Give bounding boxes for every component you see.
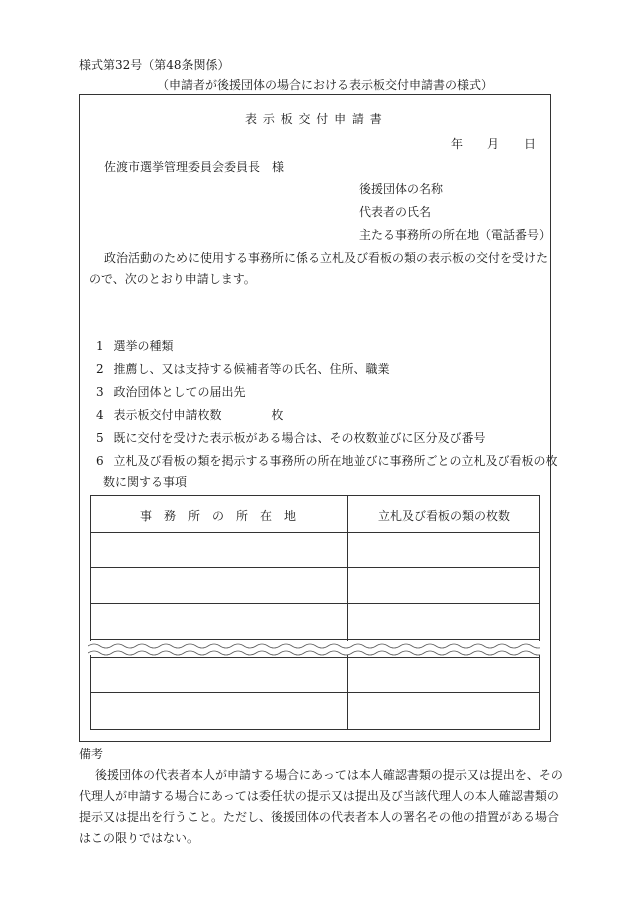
table-column-divider [347, 495, 348, 730]
table-border-bottom [90, 729, 540, 730]
form-title: 表 示 板 交 付 申 請 書 [245, 112, 383, 126]
item-1 [96, 337, 173, 354]
item-text: 選挙の種類 [113, 339, 174, 353]
item-number: 4 [96, 408, 104, 422]
office-address-label: 主たる事務所の所在地（電話番号） [359, 228, 552, 242]
item-4 [96, 406, 283, 423]
item-text: 立札及び看板の類を掲示する事務所の所在地並びに事務所ごとの立札及び看板の枚 [113, 454, 558, 468]
item-5 [96, 429, 485, 446]
table-break-mark [88, 641, 540, 655]
item-6-continuation: 数に関する事項 [103, 475, 188, 489]
item-suffix: 枚 [271, 408, 284, 422]
item-number: 2 [96, 362, 104, 376]
table-row-divider [90, 692, 540, 693]
form-subtitle: （申請者が後援団体の場合における表示板交付申請書の様式） [157, 78, 494, 92]
rep-name-label: 代表者の氏名 [359, 205, 432, 219]
item-number: 5 [96, 431, 104, 445]
item-2 [96, 360, 389, 377]
item-text: 推薦し、又は支持する候補者等の氏名、住所、職業 [113, 362, 390, 376]
wavy-line-icon [88, 642, 540, 656]
addressee: 佐渡市選挙管理委員会委員長 様 [104, 160, 285, 174]
item-number: 6 [96, 454, 104, 468]
table-header-sign-count: 立札及び看板の類の枚数 [378, 509, 511, 523]
table-row-divider [90, 567, 540, 568]
notes-line4: はこの限りではない。 [79, 831, 200, 845]
item-text: 表示板交付申請枚数 [113, 408, 222, 422]
body-text-line2: ので、次のとおり申請します。 [89, 272, 256, 286]
item-6 [96, 452, 557, 469]
body-text-line1: 政治活動のために使用する事務所に係る立札及び看板の類の表示板の交付を受けた [104, 251, 549, 265]
notes-line1: 後援団体の代表者本人が申請する場合にあっては本人確認書類の提示又は提出を、その [95, 768, 563, 782]
date-month-label: 月 [487, 137, 500, 151]
table-row-divider [90, 532, 540, 533]
notes-title: 備考 [79, 747, 104, 761]
table-row-divider [90, 657, 540, 658]
date-day-label: 日 [524, 137, 537, 151]
notes-line3: 提示又は提出を行うこと。ただし、後援団体の代表者本人の署名その他の措置がある場合 [79, 810, 560, 824]
item-3 [96, 383, 245, 400]
notes-line2: 代理人が申請する場合にあっては委任状の提示又は提出及び当該代理人の本人確認書類の [79, 789, 559, 803]
table-header-office-address: 事 務 所 の 所 在 地 [140, 509, 297, 523]
table-row-divider [90, 639, 540, 640]
form-number: 様式第32号（第48条関係） [79, 58, 230, 72]
org-name-label: 後援団体の名称 [359, 182, 444, 196]
item-text: 既に交付を受けた表示板がある場合は、その枚数並びに区分及び番号 [113, 431, 486, 445]
table-row-divider [90, 603, 540, 604]
item-number: 3 [96, 385, 104, 399]
item-number: 1 [96, 339, 104, 353]
table-border-right [539, 495, 540, 730]
date-year-label: 年 [451, 137, 464, 151]
item-text: 政治団体としての届出先 [113, 385, 246, 399]
table-border-top [90, 495, 540, 496]
table-border-left [90, 495, 91, 730]
